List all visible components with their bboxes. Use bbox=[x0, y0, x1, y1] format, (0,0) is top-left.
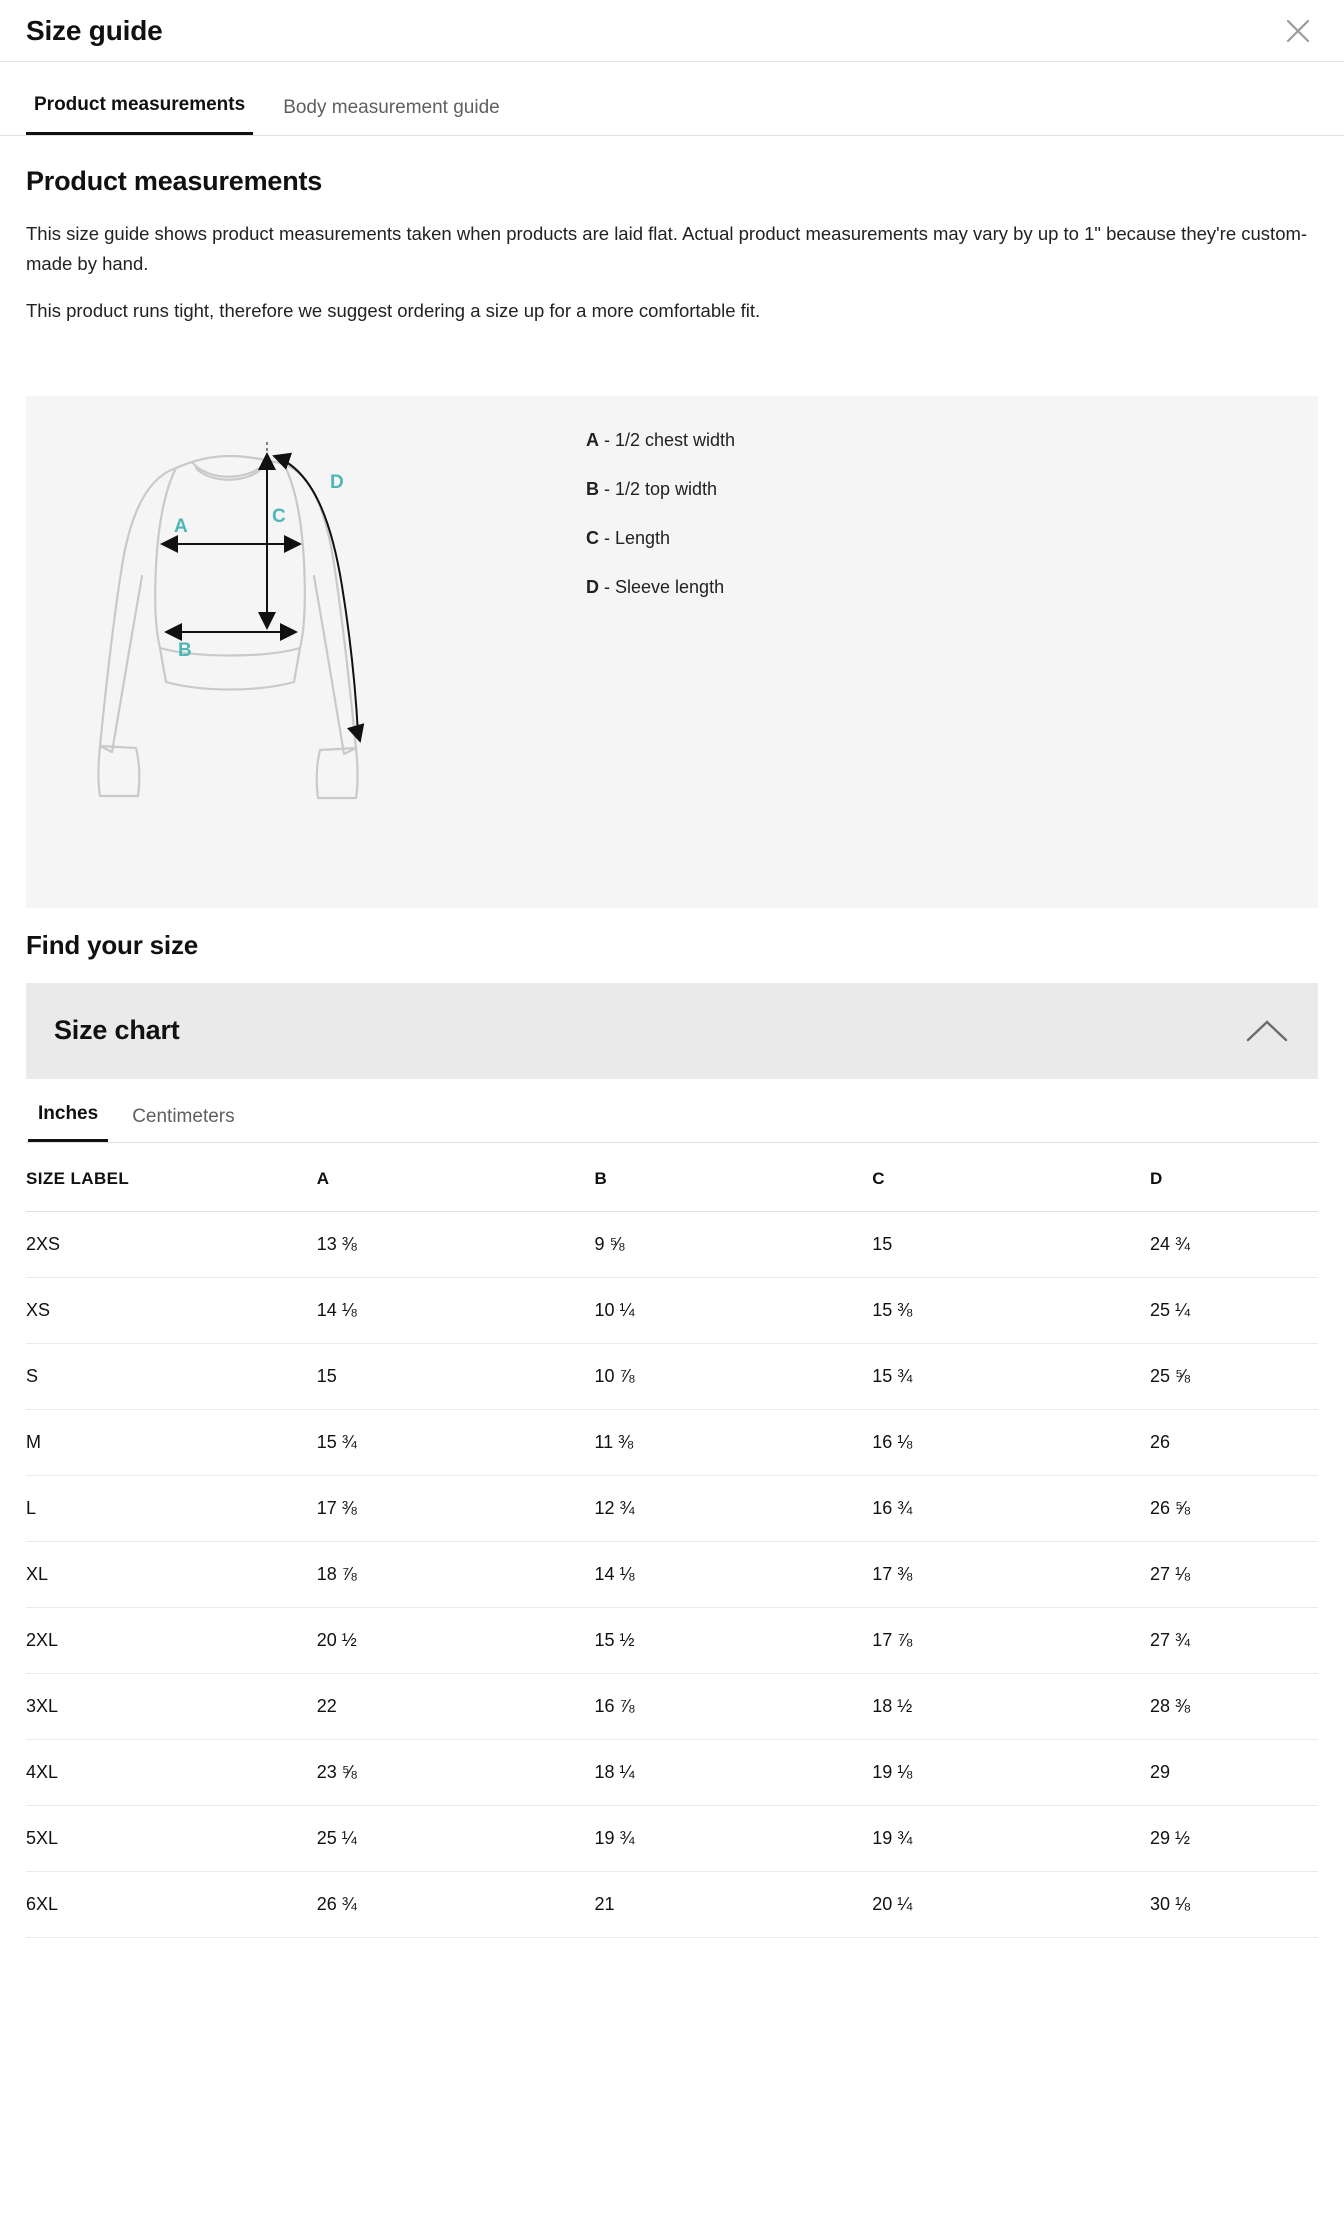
intro-paragraph-2: This product runs tight, therefore we suggest ordering a size up for a more comfortable fit. bbox=[26, 300, 761, 322]
legend-item-b bbox=[586, 479, 735, 500]
cell-b: 10 ¼ bbox=[594, 1277, 872, 1343]
diagram-marker-d: D bbox=[330, 471, 344, 493]
cell-a: 25 ¼ bbox=[317, 1805, 595, 1871]
garment-diagram bbox=[26, 396, 566, 908]
cell-size-label: XS bbox=[26, 1277, 317, 1343]
cell-d: 29 bbox=[1150, 1739, 1318, 1805]
cell-a: 15 ¾ bbox=[317, 1409, 595, 1475]
cell-c: 17 ⅜ bbox=[872, 1541, 1150, 1607]
cell-b: 21 bbox=[594, 1871, 872, 1937]
legend-text-c: - Length bbox=[599, 527, 671, 548]
cell-b: 15 ½ bbox=[594, 1607, 872, 1673]
cell-c: 20 ¼ bbox=[872, 1871, 1150, 1937]
cell-c: 19 ¾ bbox=[872, 1805, 1150, 1871]
cell-d: 24 ¾ bbox=[1150, 1211, 1318, 1277]
cell-c: 15 bbox=[872, 1211, 1150, 1277]
cell-b: 16 ⅞ bbox=[594, 1673, 872, 1739]
cell-d: 25 ⅝ bbox=[1150, 1343, 1318, 1409]
cell-size-label: 3XL bbox=[26, 1673, 317, 1739]
cell-d: 28 ⅜ bbox=[1150, 1673, 1318, 1739]
cell-size-label: 4XL bbox=[26, 1739, 317, 1805]
diagram-marker-b: B bbox=[178, 639, 192, 661]
cell-a: 14 ⅛ bbox=[317, 1277, 595, 1343]
table-row bbox=[26, 1871, 1318, 1937]
cell-size-label: L bbox=[26, 1475, 317, 1541]
legend-text-a: - 1/2 chest width bbox=[599, 429, 736, 450]
tab-product-measurements[interactable]: Product measurements bbox=[26, 94, 253, 135]
table-row bbox=[26, 1409, 1318, 1475]
cell-size-label: S bbox=[26, 1343, 317, 1409]
chevron-up-icon[interactable] bbox=[1244, 1016, 1290, 1046]
cell-b: 19 ¾ bbox=[594, 1805, 872, 1871]
diagram-marker-a: A bbox=[174, 515, 188, 537]
diagram-legend bbox=[586, 396, 735, 626]
cell-d: 29 ½ bbox=[1150, 1805, 1318, 1871]
measurement-diagram-panel bbox=[26, 396, 1318, 908]
table-row bbox=[26, 1211, 1318, 1277]
legend-key-d: D bbox=[586, 576, 599, 597]
main-content bbox=[0, 166, 1344, 1938]
measurement-tabs bbox=[0, 62, 1344, 136]
cell-a: 26 ¾ bbox=[317, 1871, 595, 1937]
table-row bbox=[26, 1277, 1318, 1343]
cell-b: 10 ⅞ bbox=[594, 1343, 872, 1409]
table-body bbox=[26, 1211, 1318, 1937]
cell-d: 26 ⅝ bbox=[1150, 1475, 1318, 1541]
cell-d: 25 ¼ bbox=[1150, 1277, 1318, 1343]
cell-size-label: M bbox=[26, 1409, 317, 1475]
cell-a: 20 ½ bbox=[317, 1607, 595, 1673]
cell-c: 15 ⅜ bbox=[872, 1277, 1150, 1343]
cell-c: 15 ¾ bbox=[872, 1343, 1150, 1409]
cell-b: 9 ⅝ bbox=[594, 1211, 872, 1277]
table-row bbox=[26, 1343, 1318, 1409]
cell-c: 18 ½ bbox=[872, 1673, 1150, 1739]
table-row bbox=[26, 1805, 1318, 1871]
cell-c: 17 ⅞ bbox=[872, 1607, 1150, 1673]
cell-b: 12 ¾ bbox=[594, 1475, 872, 1541]
modal-header bbox=[0, 0, 1344, 62]
legend-item-c bbox=[586, 528, 735, 549]
section-title: Product measurements bbox=[26, 166, 323, 196]
legend-item-d bbox=[586, 577, 735, 598]
table-header-row bbox=[26, 1143, 1318, 1212]
cell-d: 26 bbox=[1150, 1409, 1318, 1475]
cell-b: 18 ¼ bbox=[594, 1739, 872, 1805]
size-chart-accordion-header[interactable] bbox=[26, 983, 1318, 1079]
cell-a: 15 bbox=[317, 1343, 595, 1409]
cell-b: 11 ⅜ bbox=[594, 1409, 872, 1475]
column-header-b: B bbox=[594, 1143, 872, 1212]
cell-size-label: XL bbox=[26, 1541, 317, 1607]
cell-d: 27 ⅛ bbox=[1150, 1541, 1318, 1607]
close-icon[interactable] bbox=[1278, 11, 1318, 51]
table-row bbox=[26, 1607, 1318, 1673]
legend-key-a: A bbox=[586, 429, 599, 450]
size-chart-title: Size chart bbox=[54, 1015, 180, 1046]
legend-item-a bbox=[586, 430, 735, 451]
column-header-d: D bbox=[1150, 1143, 1318, 1212]
page-title: Size guide bbox=[26, 14, 163, 46]
find-your-size-heading: Find your size bbox=[26, 929, 199, 960]
cell-a: 17 ⅜ bbox=[317, 1475, 595, 1541]
cell-c: 16 ⅛ bbox=[872, 1409, 1150, 1475]
legend-key-b: B bbox=[586, 478, 599, 499]
cell-d: 27 ¾ bbox=[1150, 1607, 1318, 1673]
cell-d: 30 ⅛ bbox=[1150, 1871, 1318, 1937]
legend-key-c: C bbox=[586, 527, 599, 548]
size-chart-table bbox=[26, 1143, 1318, 1938]
cell-c: 19 ⅛ bbox=[872, 1739, 1150, 1805]
legend-text-b: - 1/2 top width bbox=[599, 478, 718, 499]
unit-tabs bbox=[26, 1079, 1318, 1143]
table-row bbox=[26, 1475, 1318, 1541]
cell-a: 22 bbox=[317, 1673, 595, 1739]
cell-a: 18 ⅞ bbox=[317, 1541, 595, 1607]
column-header-c: C bbox=[872, 1143, 1150, 1212]
cell-a: 23 ⅝ bbox=[317, 1739, 595, 1805]
table-row bbox=[26, 1739, 1318, 1805]
table-row bbox=[26, 1541, 1318, 1607]
intro-paragraph-1: This size guide shows product measurements taken when products are laid flat. Actual product measurements may vary by up to 1" because they're custom-made by hand. bbox=[26, 223, 1308, 274]
tab-inches[interactable]: Inches bbox=[28, 1103, 108, 1142]
tab-body-measurement-guide[interactable]: Body measurement guide bbox=[283, 97, 500, 118]
cell-size-label: 2XL bbox=[26, 1607, 317, 1673]
legend-text-d: - Sleeve length bbox=[599, 576, 725, 597]
table-row bbox=[26, 1673, 1318, 1739]
cell-size-label: 2XS bbox=[26, 1211, 317, 1277]
cell-c: 16 ¾ bbox=[872, 1475, 1150, 1541]
cell-a: 13 ⅜ bbox=[317, 1211, 595, 1277]
tab-centimeters[interactable]: Centimeters bbox=[132, 1105, 235, 1127]
cell-size-label: 5XL bbox=[26, 1805, 317, 1871]
cell-b: 14 ⅛ bbox=[594, 1541, 872, 1607]
cell-size-label: 6XL bbox=[26, 1871, 317, 1937]
diagram-marker-c: C bbox=[272, 505, 286, 527]
column-header-size-label: SIZE LABEL bbox=[26, 1143, 317, 1212]
column-header-a: A bbox=[317, 1143, 595, 1212]
